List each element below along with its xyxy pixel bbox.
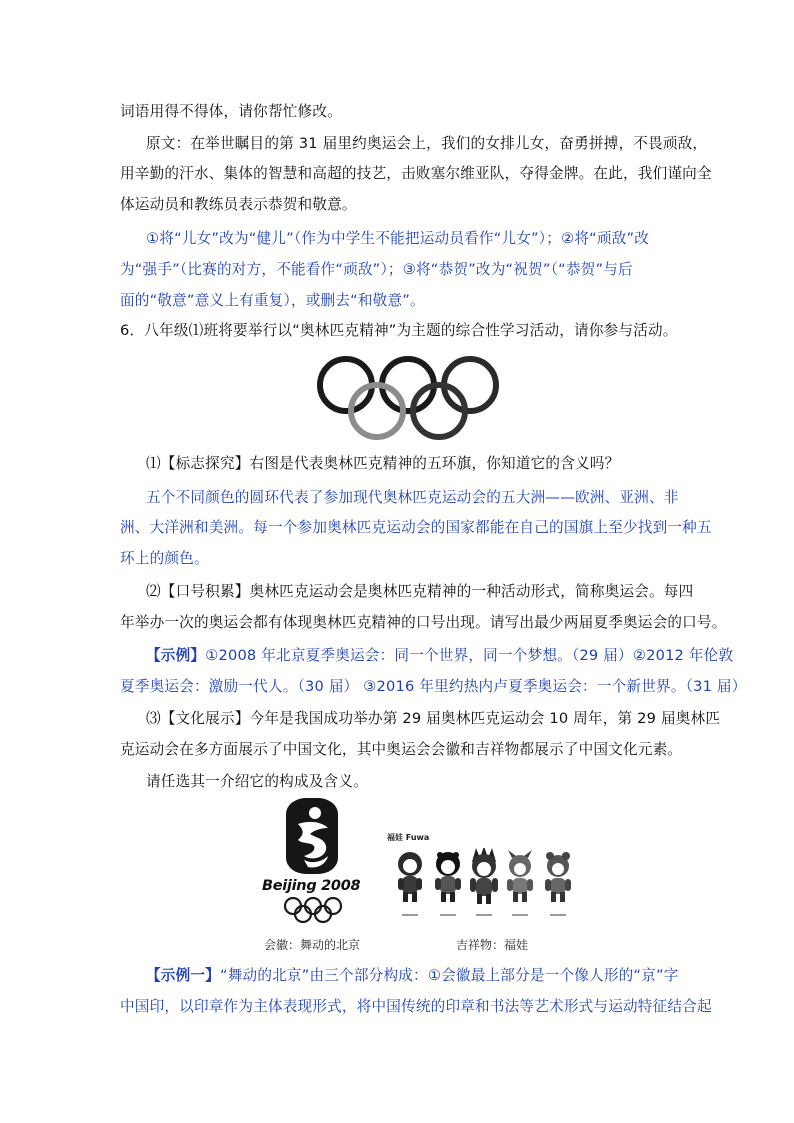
text-line: 体运动员和教练员表示恭贺和敬意。	[120, 196, 357, 213]
answer-line: 环上的颜色。	[120, 550, 209, 567]
answer-line: 五个不同颜色的圆环代表了参加现代奥林匹克运动会的五大洲——欧洲、亚洲、非	[146, 489, 679, 506]
text-line: 请任选其一介绍它的构成及含义。	[146, 773, 368, 790]
sub-question-2: ⑵【口号积累】奥林匹克运动会是奥林匹克精神的一种活动形式，简称奥运会。每四	[146, 583, 694, 600]
example-line	[146, 645, 733, 667]
example-line: 夏季奥运会：激励一代人。（30 届） ③2016 年里约热内卢夏季奥运会：一个新世界。（31 届）	[120, 678, 747, 695]
fuwa-mascots-image	[388, 848, 578, 928]
answer-line: 为“强手”（比赛的对方，不能看作“顽敌”）；③将“恭贺”改为“祝贺”（“恭贺”与后	[120, 261, 633, 278]
emblem-wordmark: Beijing 2008	[262, 878, 361, 894]
example-label: 【示例】	[146, 647, 206, 664]
mascot-yingying	[507, 850, 533, 916]
mascot-title: 福娃 Fuwa	[387, 833, 430, 842]
mascot-jingjing	[435, 852, 461, 916]
example-text: “舞动的北京”由三个部分构成：①会徽最上部分是一个像人形的“京”字	[219, 967, 679, 984]
text-line: 词语用得不得体，请你帮忙修改。	[120, 103, 342, 120]
answer-line: ①将“儿女”改为“健儿”（作为中学生不能把运动员看作“儿女”）；②将“顽敌”改	[146, 230, 650, 247]
mascot-caption: 吉祥物：福娃	[456, 938, 529, 952]
mascot-nini	[545, 852, 571, 916]
original-text-line: 原文：在举世瞩目的第 31 届里约奥运会上，我们的女排儿女，奋勇拼搏，不畏顽敌，	[146, 135, 708, 152]
example-label: 【示例一】	[146, 967, 220, 984]
sub-question-3: ⑶【文化展示】今年是我国成功举办第 29 届奥林匹克运动会 10 周年，第 29 届奥林匹	[146, 710, 721, 727]
answer-line: 洲、大洋洲和美洲。每一个参加奥林匹克运动会的国家都能在自己的国旗上至少找到一种五	[120, 519, 712, 536]
text-line: 克运动会在多方面展示了中国文化，其中奥运会会徽和吉祥物都展示了中国文化元素。	[120, 741, 683, 758]
example-text: ①2008 年北京夏季奥运会：同一个世界，同一个梦想。（29 届）②2012 年伦敦	[205, 647, 734, 664]
mascot-beibei	[398, 852, 422, 916]
answer-line: 面的“敬意”意义上有重复），或删去“和敬意”。	[120, 292, 425, 309]
beijing-emblem-seal	[284, 796, 340, 876]
question-6: 6．八年级⑴班将要举行以“奥林匹克精神”为主题的综合性学习活动，请你参与活动。	[120, 322, 678, 339]
text-line: 年举办一次的奥运会都有体现奥林匹克精神的口号出现。请写出最少两届夏季奥运会的口号。	[120, 614, 727, 631]
emblem-caption: 会徽：舞动的北京	[264, 938, 361, 952]
example-line: 中国印，以印章作为主体表现形式，将中国传统的印章和书法等艺术形式与运动特征结合起	[120, 998, 712, 1015]
sub-question-1: ⑴【标志探究】右图是代表奥林匹克精神的五环旗，你知道它的含义吗？	[146, 455, 620, 472]
emblem-rings-icon	[283, 897, 343, 923]
example-line	[146, 965, 679, 987]
mascot-huanhuan	[470, 848, 498, 916]
olympic-rings-image	[316, 355, 500, 443]
text-line: 用辛勤的汗水、集体的智慧和高超的技艺，击败塞尔维亚队，夺得金牌。在此，我们谨向全	[120, 165, 712, 182]
